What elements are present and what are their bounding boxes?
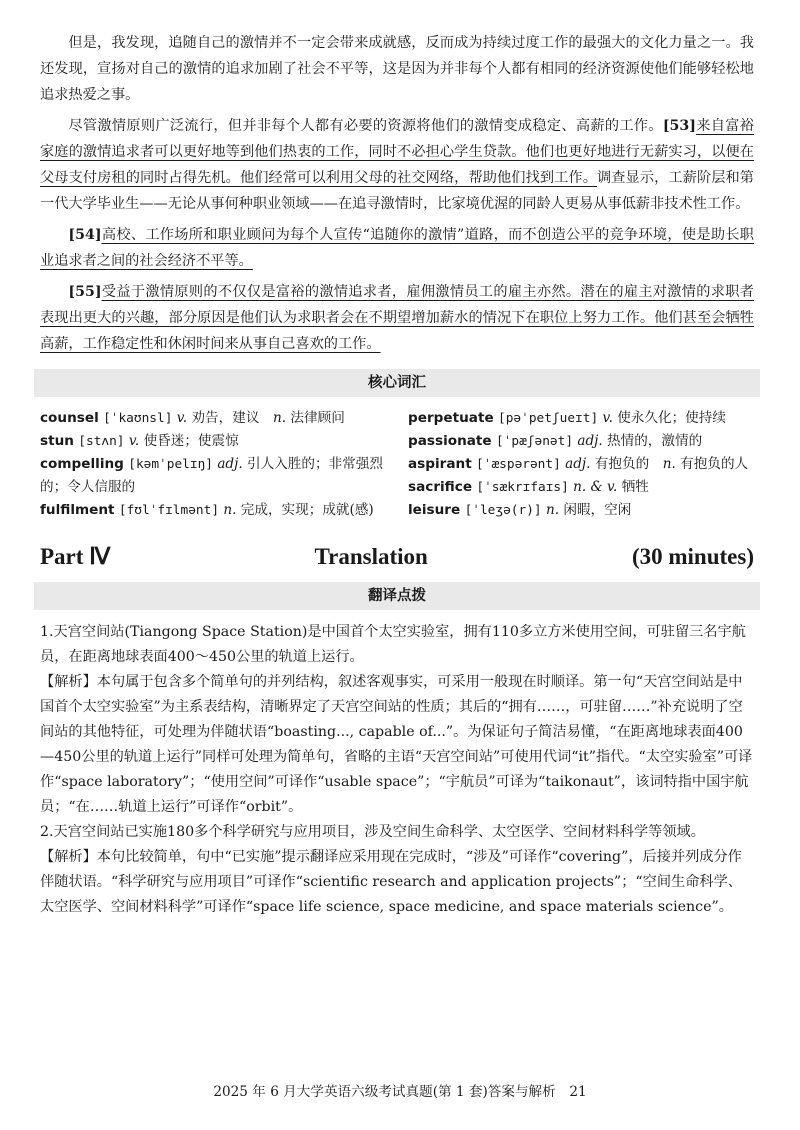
vocab-entry bbox=[408, 407, 754, 430]
vocab-phonetic: [pəˈpetʃueɪt] bbox=[498, 411, 599, 426]
vocab-definition: 使永久化；使持续 bbox=[617, 410, 726, 426]
item-2-analysis-text: 本句比较简单，句中“已实施”提示翻译应采用现在完成时，“涉及”可译作“covering”，后接并列成分作伴随状语。“科学研究与应用项目”可译作“scientific research and application projects”；“空间生命科学、太空医学、空间材料科学”可译作“space life science, space medicine, and space materials science”。 bbox=[40, 849, 742, 915]
vocab-pos: n. & v. bbox=[573, 479, 618, 495]
vocab-definition: 闲暇，空闲 bbox=[563, 502, 632, 518]
item-1-analysis-tag: 【解析】 bbox=[40, 674, 97, 690]
vocab-phonetic: [kəmˈpelɪŋ] bbox=[128, 457, 213, 472]
vocab-phonetic: [fʊlˈfɪlmənt] bbox=[118, 503, 220, 518]
vocab-word: compelling bbox=[40, 456, 124, 472]
vocab-pos: adj. bbox=[577, 433, 603, 449]
vocab-definition: 劝告，建议 bbox=[191, 410, 260, 426]
vocab-pos-2: n. bbox=[273, 410, 287, 426]
vocab-pos-2: n. bbox=[662, 456, 676, 472]
vocab-entry bbox=[40, 407, 386, 430]
vocab-word: sacrifice bbox=[408, 479, 473, 495]
vocab-entry bbox=[40, 499, 386, 522]
vocab-definition-2: 有抱负的人 bbox=[680, 456, 749, 472]
item-2-number: 2. bbox=[40, 824, 54, 840]
item-2-question-text: 天宫空间站已实施180多个科学研究与应用项目，涉及空间生命科学、太空医学、空间材料科学等领域。 bbox=[53, 824, 705, 840]
vocab-entry bbox=[408, 453, 754, 476]
vocab-definition: 完成，实现；成就(感) bbox=[240, 502, 374, 518]
paragraph-2-rest: 调查显示，工薪阶层和第一代大学毕业生——无论从事何种职业领域——在追寻激情时，比家境优渥的同龄人更易从事低薪非技术性工作。 bbox=[40, 170, 754, 212]
vocab-section-title: 核心词汇 bbox=[34, 369, 760, 397]
question-marker-54: [54] bbox=[68, 227, 102, 243]
part-time: (30 minutes) bbox=[631, 544, 754, 569]
vocab-entry bbox=[408, 476, 754, 499]
tips-section-title: 翻译点拨 bbox=[34, 582, 760, 610]
vocab-phonetic: [ˈpæʃənət] bbox=[495, 434, 574, 449]
vocab-pos: adj. bbox=[217, 456, 243, 472]
part-header bbox=[40, 544, 754, 570]
passage-paragraph-4 bbox=[40, 279, 754, 357]
vocab-word: aspirant bbox=[408, 456, 472, 472]
item-2-analysis-tag: 【解析】 bbox=[40, 849, 97, 865]
vocab-column-left bbox=[40, 407, 386, 522]
vocab-entry bbox=[40, 453, 386, 499]
translation-item-2 bbox=[40, 820, 754, 920]
vocab-phonetic: [ˈsækrɪfaɪs] bbox=[476, 480, 569, 495]
vocab-pos: v. bbox=[128, 433, 140, 449]
item-2-question bbox=[40, 820, 754, 845]
page-footer: 2025 年 6 月大学英语六级考试真题(第 1 套)答案与解析 21 bbox=[213, 1084, 587, 1100]
underlined-answer-53: 来自富裕家庭的激情追求者可以更好地等到他们热衷的工作，同时不必担心学生贷款。他们也更好地进行无薪实习，以便在父母支付房租的同时占得先机。他们经常可以利用父母的社交网络，帮助他们找到工作。 bbox=[40, 118, 754, 186]
item-2-analysis bbox=[40, 845, 754, 920]
vocab-definition: 有抱负的 bbox=[594, 456, 650, 472]
vocab-phonetic: [ˈkaʊnsl] bbox=[103, 411, 173, 426]
part-title: Translation bbox=[314, 544, 428, 569]
item-1-analysis-text: 本句属于包含多个简单句的并列结构，叙述客观事实，可采用一般现在时顺译。第一句“天宫空间站是中国首个太空实验室”为主系表结构，清晰界定了天宫空间站的性质；其后的“拥有……，可驻留……”补充说明了空间站的其他特征，可处理为伴随状语“boasting..., capable of...”。为保证句子简洁易懂，“在距离地球表面400—450公里的轨道上运行”同样可处理为简单句，省略的主语“天宫空间站”可使用代词“it”指代。“太空实验室”可译作“space laboratory”；“使用空间”可译作“usable space”；“宇航员”可译为“taikonaut”，该词特指中国宇航员；“在……轨道上运行”可译作“orbit”。 bbox=[40, 674, 753, 815]
translation-item-1 bbox=[40, 620, 754, 820]
item-1-analysis bbox=[40, 670, 754, 820]
question-marker-55: [55] bbox=[68, 284, 102, 300]
vocab-definition: 引人入胜的；非常强烈的；令人信服的 bbox=[40, 456, 383, 495]
vocab-definition: 牺牲 bbox=[621, 479, 649, 495]
vocab-column-right bbox=[408, 407, 754, 522]
underlined-answer-55: 受益于激情原则的不仅仅是富裕的激情追求者，雇佣激情员工的雇主亦然。潜在的雇主对激情的求职者表现出更大的兴趣，部分原因是他们认为求职者会在不期望增加薪水的情况下在职位上努力工作。他们甚至会牺牲高薪，工作稳定性和休闲时间来从事自己喜欢的工作。 bbox=[40, 284, 754, 352]
vocab-pos: n. bbox=[223, 502, 237, 518]
vocab-list bbox=[40, 407, 754, 522]
vocab-definition: 热情的，激情的 bbox=[607, 433, 703, 449]
vocab-entry bbox=[408, 430, 754, 453]
question-marker-53: [53] bbox=[662, 118, 696, 134]
vocab-phonetic: [ˈæspərənt] bbox=[476, 457, 561, 472]
vocab-word: perpetuate bbox=[408, 410, 494, 426]
passage-paragraph-2 bbox=[40, 113, 754, 217]
vocab-entry bbox=[408, 499, 754, 522]
vocab-definition: 使昏迷；使震惊 bbox=[143, 433, 239, 449]
item-1-question bbox=[40, 620, 754, 670]
passage-paragraph-1: 但是，我发现，追随自己的激情并不一定会带来成就感，反而成为持续过度工作的最强大的文化力量之一。我还发现，宣扬对自己的激情的追求加剧了社会不平等，这是因为并非每个人都有相同的经济资源使他们能够轻松地追求热爱之事。 bbox=[40, 35, 754, 103]
passage-paragraph-3 bbox=[40, 222, 754, 274]
vocab-definition-2: 法律顾问 bbox=[290, 410, 345, 426]
vocab-pos: v. bbox=[602, 410, 613, 426]
part-label: Part Ⅳ bbox=[40, 544, 111, 569]
vocab-word: fulfilment bbox=[40, 502, 115, 518]
vocab-pos: adj. bbox=[565, 456, 591, 472]
vocab-phonetic: [ˈleʒə(r)] bbox=[464, 503, 542, 518]
underlined-answer-54: 高校、工作场所和职业顾问为每个人宣传“追随你的激情”道路，而不创造公平的竞争环境，使是助长职业追求者之间的社会经济不平等。 bbox=[40, 227, 754, 269]
vocab-pos: v. bbox=[176, 410, 188, 426]
vocab-word: counsel bbox=[40, 410, 99, 426]
vocab-word: stun bbox=[40, 433, 74, 449]
vocab-pos: n. bbox=[545, 502, 560, 518]
vocab-word: passionate bbox=[408, 433, 492, 449]
paragraph-2-intro: 尽管激情原则广泛流行，但并非每个人都有必要的资源将他们的激情变成稳定、高薪的工作。 bbox=[68, 118, 663, 134]
item-1-question-text: 天宫空间站(Tiangong Space Station)是中国首个太空实验室，拥有110多立方米使用空间，可驻留三名宇航员，在距离地球表面400～450公里的轨道上运行。 bbox=[40, 624, 746, 665]
vocab-word: leisure bbox=[408, 502, 461, 518]
item-1-number: 1. bbox=[40, 624, 54, 640]
vocab-entry bbox=[40, 430, 386, 453]
vocab-phonetic: [stʌn] bbox=[78, 434, 125, 449]
